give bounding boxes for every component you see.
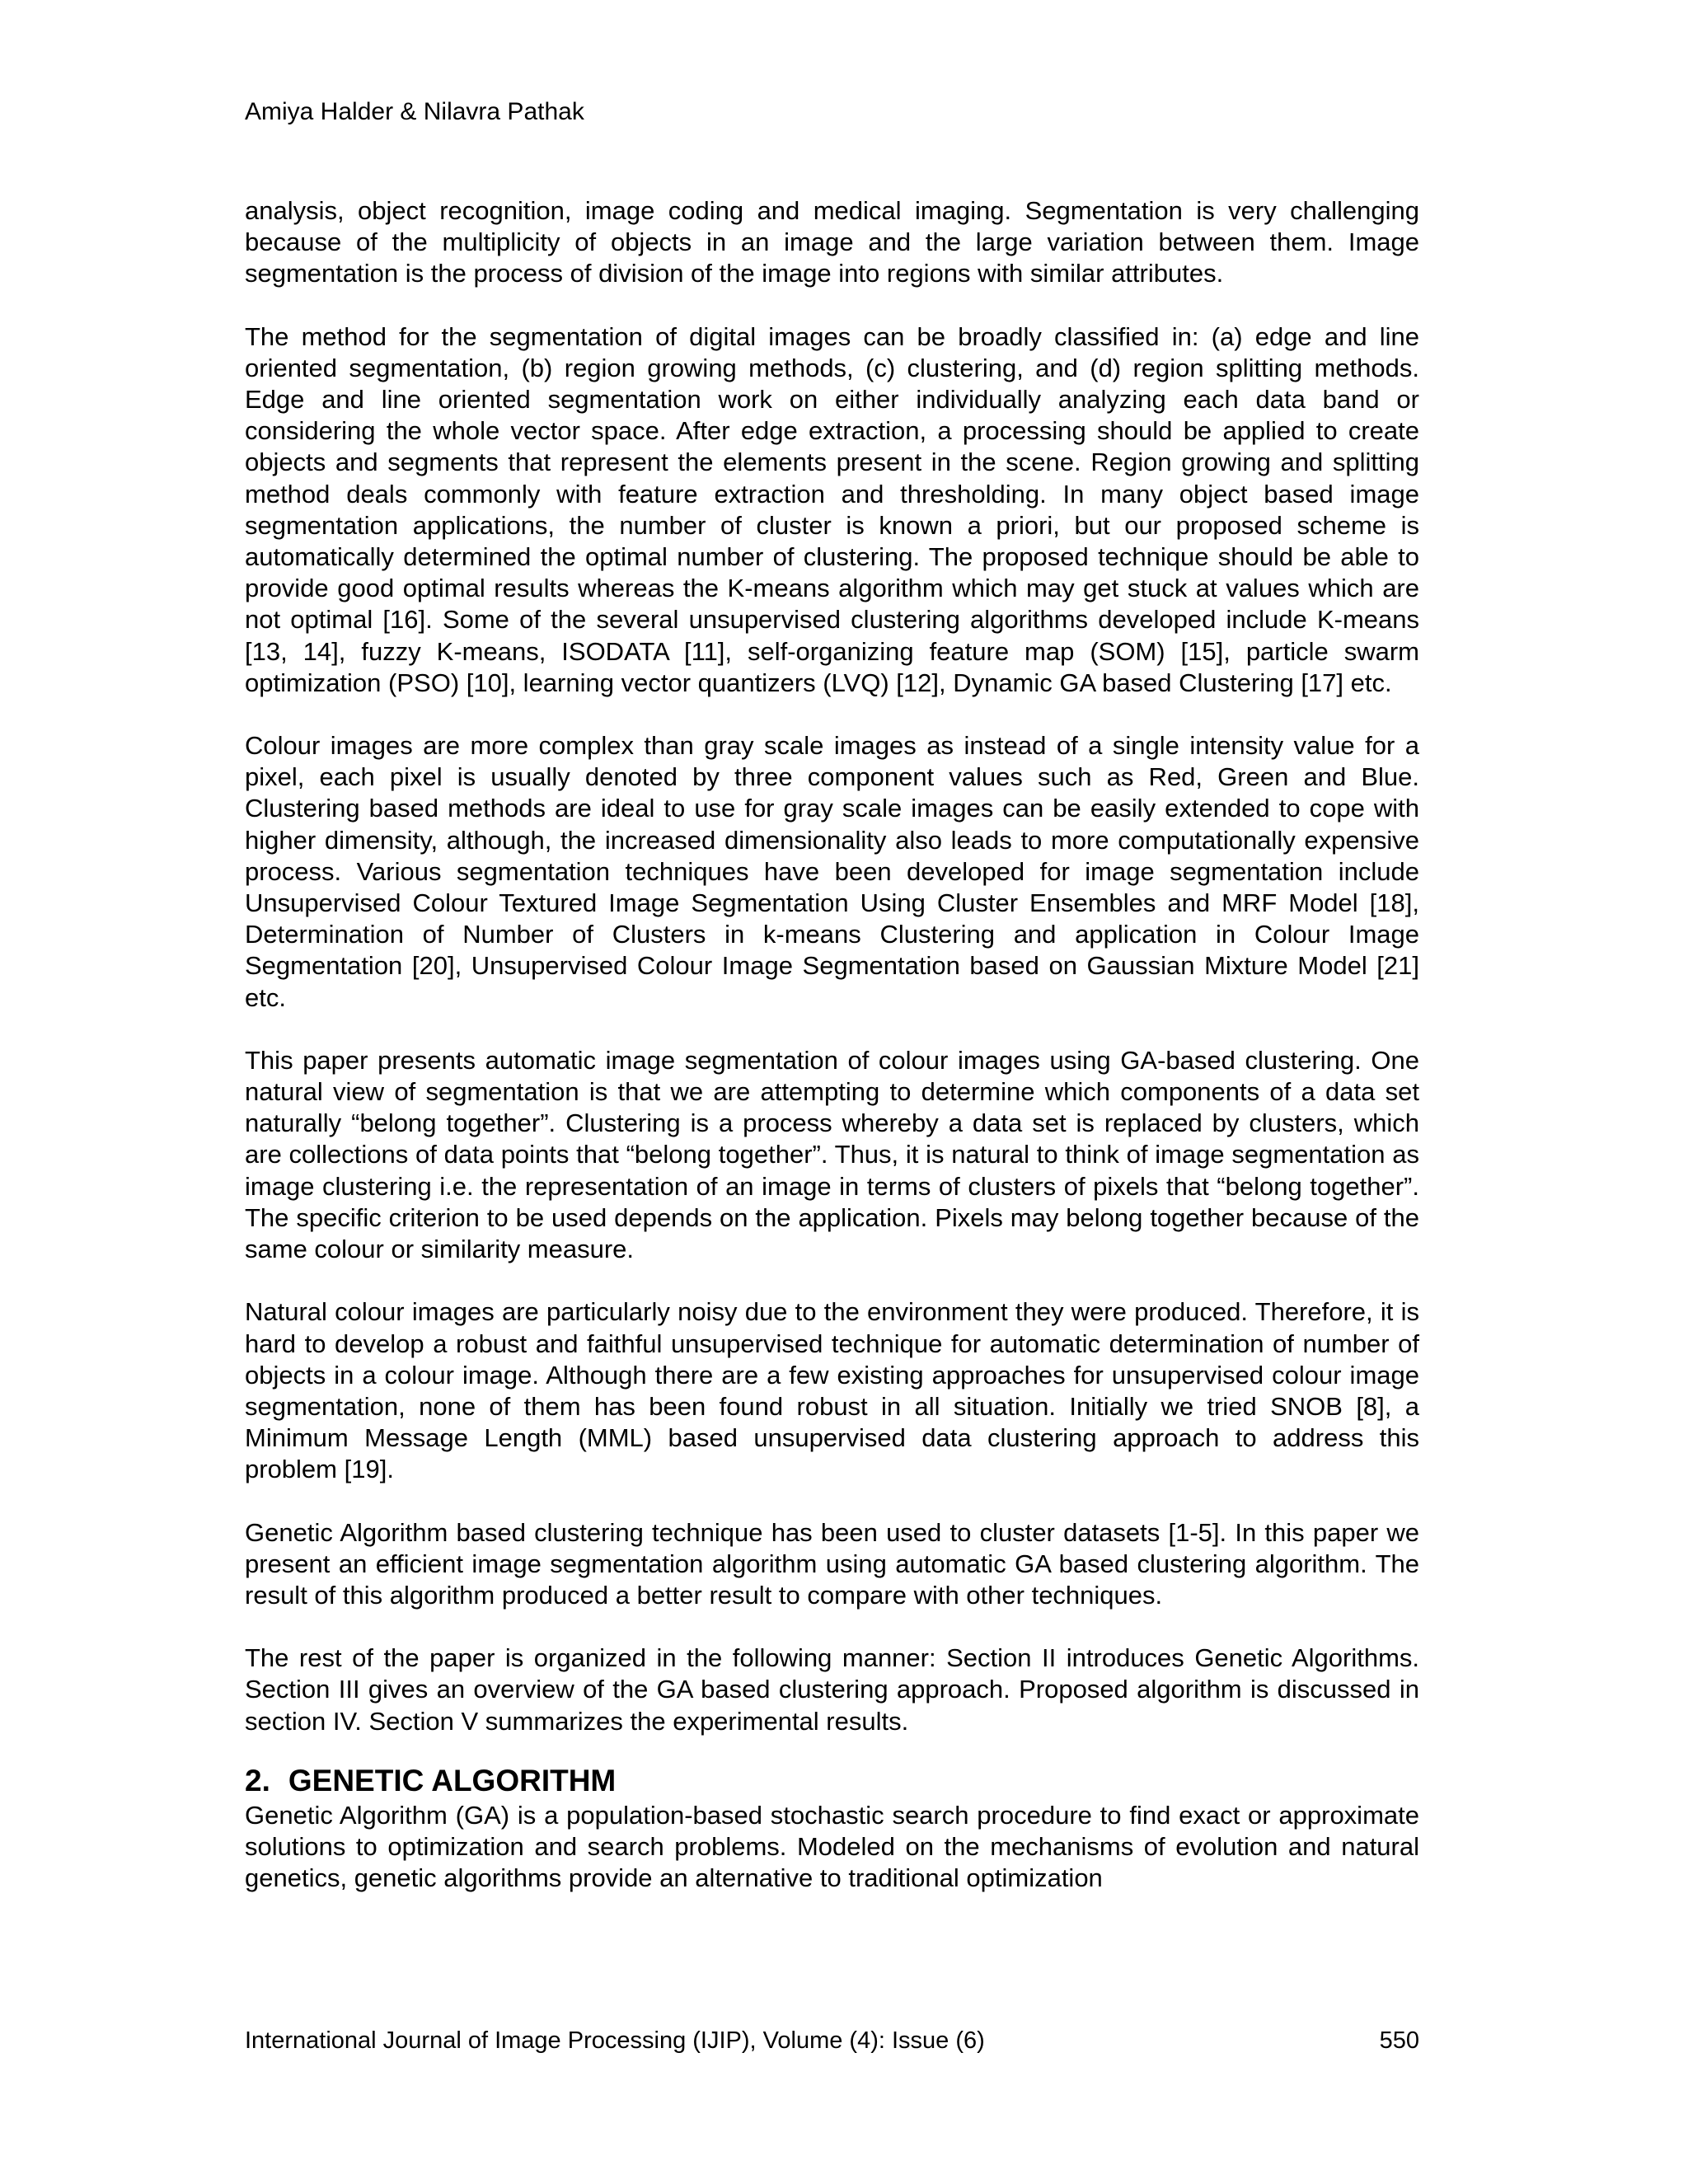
section-heading (245, 1762, 1419, 1800)
paragraph-paper-presents: This paper presents automatic image segmentation of colour images using GA-based clustering. One natural view of segmentation is that we are attempting to determine which components of a data set naturally “belong together”. Clustering is a process whereby a data set is replaced by clusters, which are collections of data points that “belong together”. Thus, it is natural to think of image segmentation as image clustering i.e. the representation of an image in terms of clusters of pixels that “belong together”. The specific criterion to be used depends on the application. Pixels may belong together because of the same colour or similarity measure. (245, 1045, 1419, 1264)
section-title: GENETIC ALGORITHM (288, 1763, 617, 1797)
paragraph-natural-colour-images: Natural colour images are particularly noisy due to the environment they were produced. Therefore, it is hard to develop a robust and faithful unsupervised technique for automatic determination of number of objects in a colour image. Although there are a few existing approaches for unsupervised colour image segmentation, none of them has been found robust in all situation. Initially we tried SNOB [8], a Minimum Message Length (MML) based unsupervised data clustering approach to address this problem [19]. (245, 1297, 1419, 1484)
paragraph-genetic-algorithm: Genetic Algorithm (GA) is a population-based stochastic search procedure to find exact or approximate solutions to optimization and search problems. Modeled on the mechanisms of evolution and natural genetics, genetic algorithms provide an alternative to traditional optimization (245, 1800, 1419, 1893)
section-number: 2. (245, 1763, 270, 1797)
paragraph-ga-clustering: Genetic Algorithm based clustering technique has been used to cluster datasets [1-5]. In this paper we present an efficient image segmentation algorithm using automatic GA based clustering algorithm. The result of this algorithm produced a better result to compare with other techniques. (245, 1517, 1419, 1610)
paragraph-paper-organization: The rest of the paper is organized in the following manner: Section II introduces Genetic Algorithms. Section III gives an overview of the GA based clustering approach. Proposed algorithm is discussed in section IV. Section V summarizes the experimental results. (245, 1643, 1419, 1736)
page-footer (245, 2026, 1419, 2055)
paper-page (245, 0, 1419, 2184)
running-head-authors: Amiya Halder & Nilavra Pathak (245, 98, 584, 125)
paragraph-segmentation-methods: The method for the segmentation of digital images can be broadly classified in: (a) edge and line oriented segmentation, (b) region growing methods, (c) clustering, and (d) region splitting methods. Edge and line oriented segmentation work on either individually analyzing each data band or considering the whole vector space. After edge extraction, a processing should be applied to create objects and segments that represent the elements present in the scene. Region growing and splitting method deals commonly with feature extraction and thresholding. In many object based image segmentation applications, the number of cluster is known a priori, but our proposed scheme is automatically determined the optimal number of clustering. The proposed technique should be able to provide good optimal results whereas the K-means algorithm which may get stuck at values which are not optimal [16]. Some of the several unsupervised clustering algorithms developed include K-means [13, 14], fuzzy K-means, ISODATA [11], self-organizing feature map (SOM) [15], particle swarm optimization (PSO) [10], learning vector quantizers (LVQ) [12], Dynamic GA based Clustering [17] etc. (245, 321, 1419, 697)
paragraph-colour-images: Colour images are more complex than gray scale images as instead of a single intensity value for a pixel, each pixel is usually denoted by three component values such as Red, Green and Blue. Clustering based methods are ideal to use for gray scale images can be easily extended to cope with higher dimensity, although, the increased dimensionality also leads to more computationally expensive process. Various segmentation techniques have been developed for image segmentation include Unsupervised Colour Textured Image Segmentation Using Cluster Ensembles and MRF Model [18], Determination of Number of Clusters in k-means Clustering and application in Colour Image Segmentation [20], Unsupervised Colour Image Segmentation based on Gaussian Mixture Model [21] etc. (245, 731, 1419, 1012)
footer-journal: International Journal of Image Processing (IJIP), Volume (4): Issue (6) (245, 2027, 985, 2054)
body-text (245, 195, 1419, 1925)
paragraph-intro-continued: analysis, object recognition, image coding and medical imaging. Segmentation is very challenging because of the multiplicity of objects in an image and the large variation between them. Image segmentation is the process of division of the image into regions with similar attributes. (245, 196, 1419, 288)
footer-page-number: 550 (1379, 2027, 1419, 2054)
